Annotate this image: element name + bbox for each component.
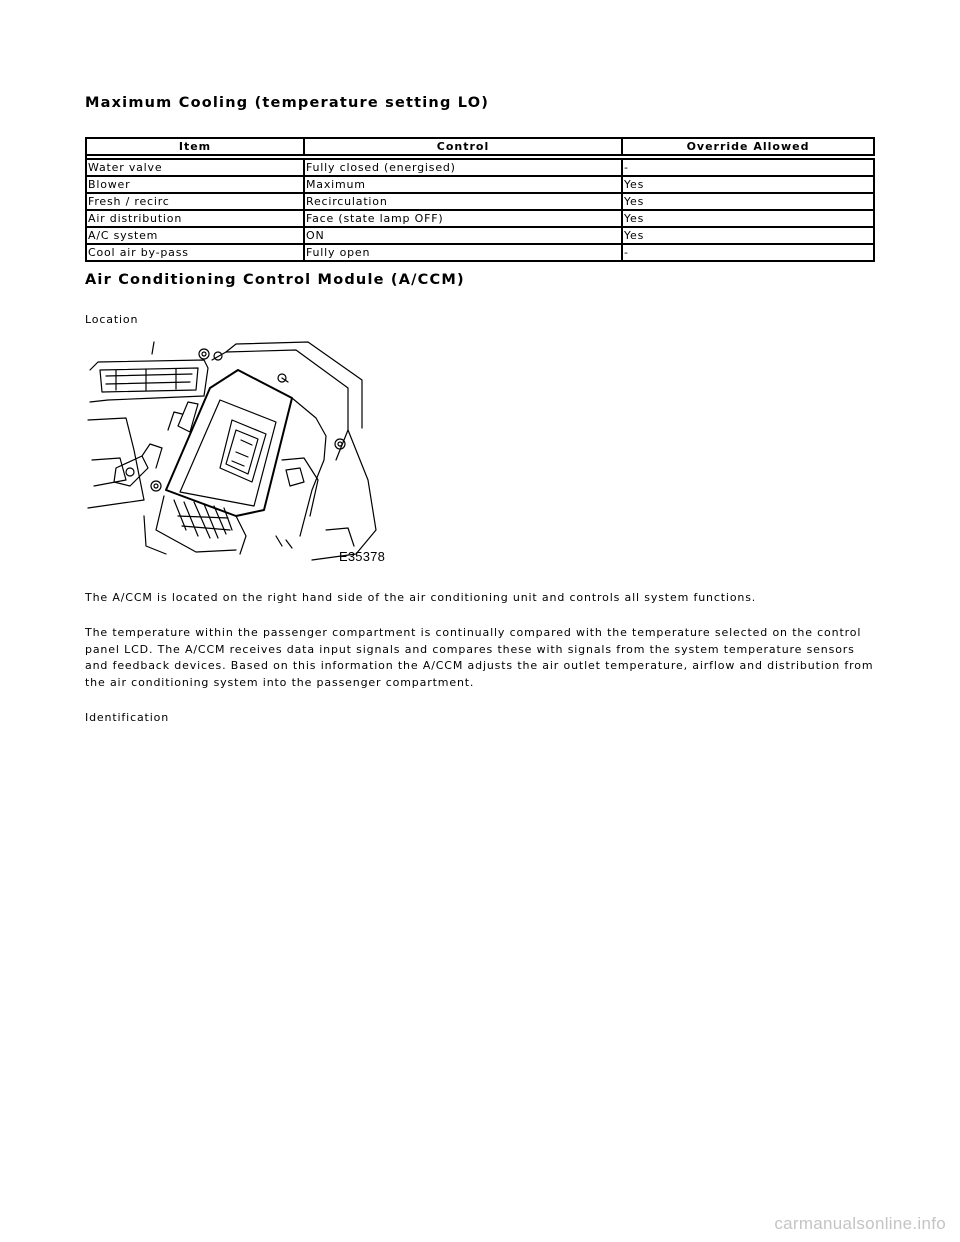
cell-override: Yes	[623, 211, 875, 228]
table-row	[87, 160, 875, 177]
cell-item: Blower	[87, 177, 305, 194]
cell-control: Fully closed (energised)	[305, 160, 623, 177]
paragraph-location-description: The A/CCM is located on the right hand side of the air conditioning unit and controls all system functions.	[85, 591, 757, 604]
header-control: Control	[305, 139, 623, 156]
accm-location-illustration	[86, 340, 392, 570]
identification-label: Identification	[85, 711, 170, 724]
cell-override: Yes	[623, 228, 875, 245]
cell-control: Face (state lamp OFF)	[305, 211, 623, 228]
paragraph-line: panel LCD. The A/CCM receives data input signals and compares these with signals from the system temperature sensors	[85, 642, 855, 656]
table-row	[87, 245, 875, 262]
cell-override: -	[623, 245, 875, 262]
cell-item: Water valve	[87, 160, 305, 177]
location-label: Location	[85, 313, 139, 326]
section-title-maximum-cooling: Maximum Cooling (temperature setting LO)	[85, 95, 490, 111]
paragraph-line: The temperature within the passenger compartment is continually compared with the temperature selected on the control	[85, 626, 862, 639]
header-override-allowed: Override Allowed	[623, 139, 875, 156]
cell-control: ON	[305, 228, 623, 245]
table-row	[87, 194, 875, 211]
paragraph-operation-description	[85, 625, 873, 691]
cell-override: Yes	[623, 194, 875, 211]
table-header-row	[87, 139, 875, 156]
table-row	[87, 177, 875, 194]
cell-control: Fully open	[305, 245, 623, 262]
cell-item: A/C system	[87, 228, 305, 245]
paragraph-line: and feedback devices. Based on this information the A/CCM adjusts the air outlet temperature, airflow and distribution from	[85, 659, 874, 672]
watermark: carmanualsonline.info	[774, 1214, 946, 1233]
cell-item: Fresh / recirc	[87, 194, 305, 211]
table-row	[87, 228, 875, 245]
cell-override: Yes	[623, 177, 875, 194]
cooling-control-table	[85, 137, 875, 262]
table-row	[87, 211, 875, 228]
cell-override: -	[623, 160, 875, 177]
section-title-accm: Air Conditioning Control Module (A/CCM)	[85, 272, 465, 288]
cell-control: Maximum	[305, 177, 623, 194]
cell-item: Air distribution	[87, 211, 305, 228]
paragraph-line: the air conditioning system into the passenger compartment.	[85, 675, 475, 689]
cell-item: Cool air by-pass	[87, 245, 305, 262]
figure-label: E35378	[339, 549, 386, 564]
header-item: Item	[87, 139, 305, 156]
cell-control: Recirculation	[305, 194, 623, 211]
